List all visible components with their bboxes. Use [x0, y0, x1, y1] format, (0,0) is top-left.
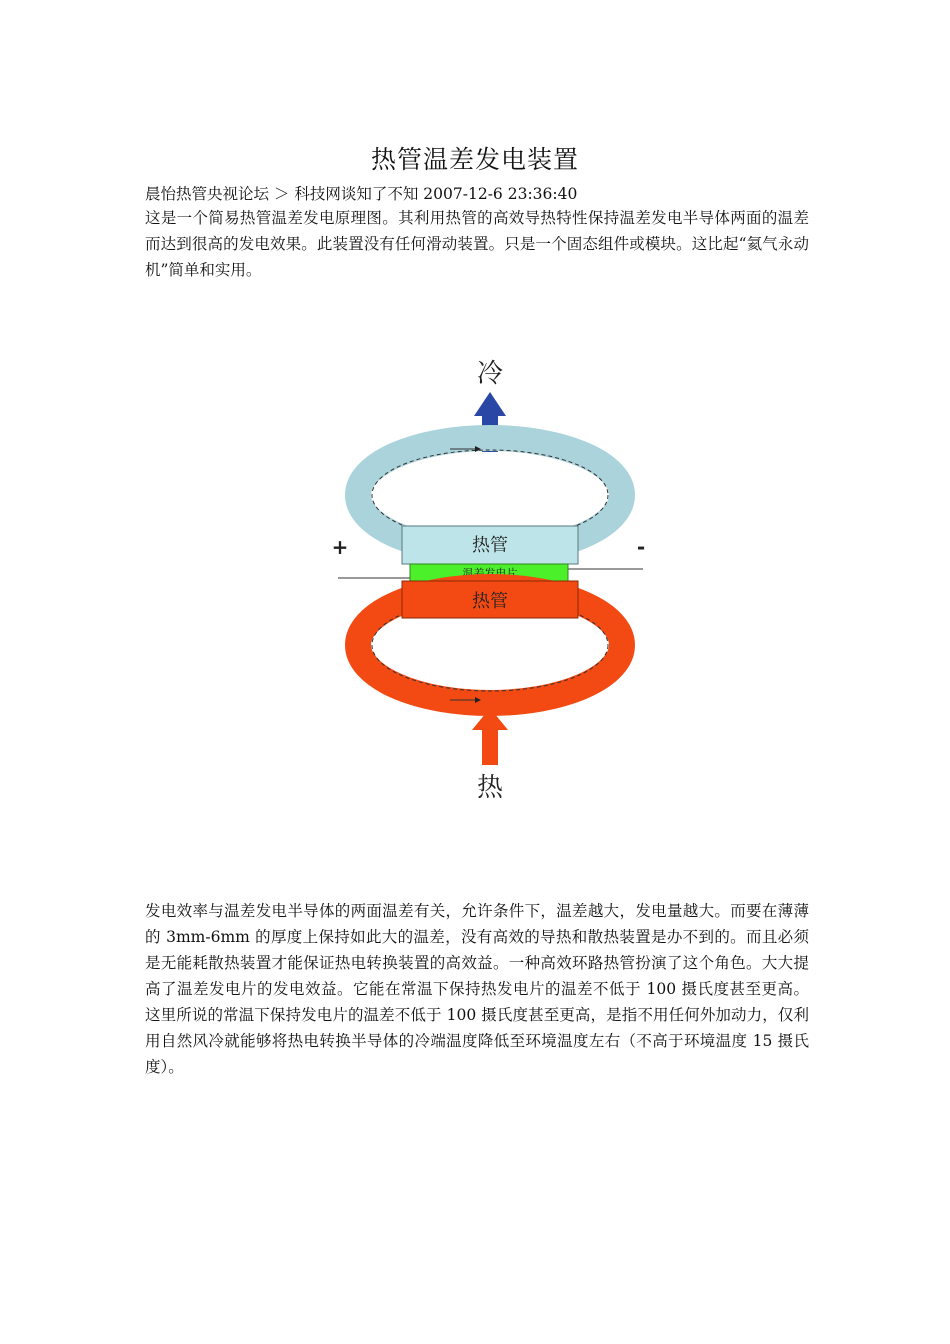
plus-terminal: +	[331, 535, 349, 559]
intro-paragraph: 这是一个简易热管温差发电原理图。其利用热管的高效导热特性保持温差发电半导体两面的温差而达到很高的发电效果。此装置没有任何滑动装置。只是一个固态组件或模块。这比起“氦气永动机”简单和实用。	[145, 209, 809, 279]
thermoelectric-label: 温差发电片	[462, 567, 518, 580]
heat-pipe-diagram	[330, 350, 650, 805]
hot-arrow	[472, 708, 508, 765]
top-heat-pipe-label: 热管	[472, 535, 508, 556]
cold-label: 冷	[476, 359, 504, 389]
bottom-heat-pipe-label: 热管	[472, 591, 508, 612]
page-title: 热管温差发电装置	[370, 145, 579, 174]
hot-label: 热	[476, 773, 504, 803]
source-line: 晨怡热管央视论坛 ＞ 科技网谈知了不知 2007-12-6 23:36:40	[145, 185, 578, 203]
body-paragraph: 发电效率与温差发电半导体的两面温差有关，允许条件下，温差越大，发电量越大。而要在薄薄的 3mm-6mm 的厚度上保持如此大的温差，没有高效的导热和散热装置是办不到的。而且必须是无能耗散热装置才能保证热电转换装置的高效益。一种高效环路热管扮演了这个角色。大大提高了温差发电片的发电效益。它能在常温下保持热发电片的温差不低于 100 摄氏度甚至更高。 这里所说的常温下保持发电片的温差不低于 100 摄氏度甚至更高，是指不用任何外加动力，仅利用自然风冷就能够将热电转换半导体的冷端温度降低至环境温度左右（不高于环境温度 15 摄氏度）。	[145, 902, 809, 1076]
minus-terminal: -	[636, 535, 646, 559]
